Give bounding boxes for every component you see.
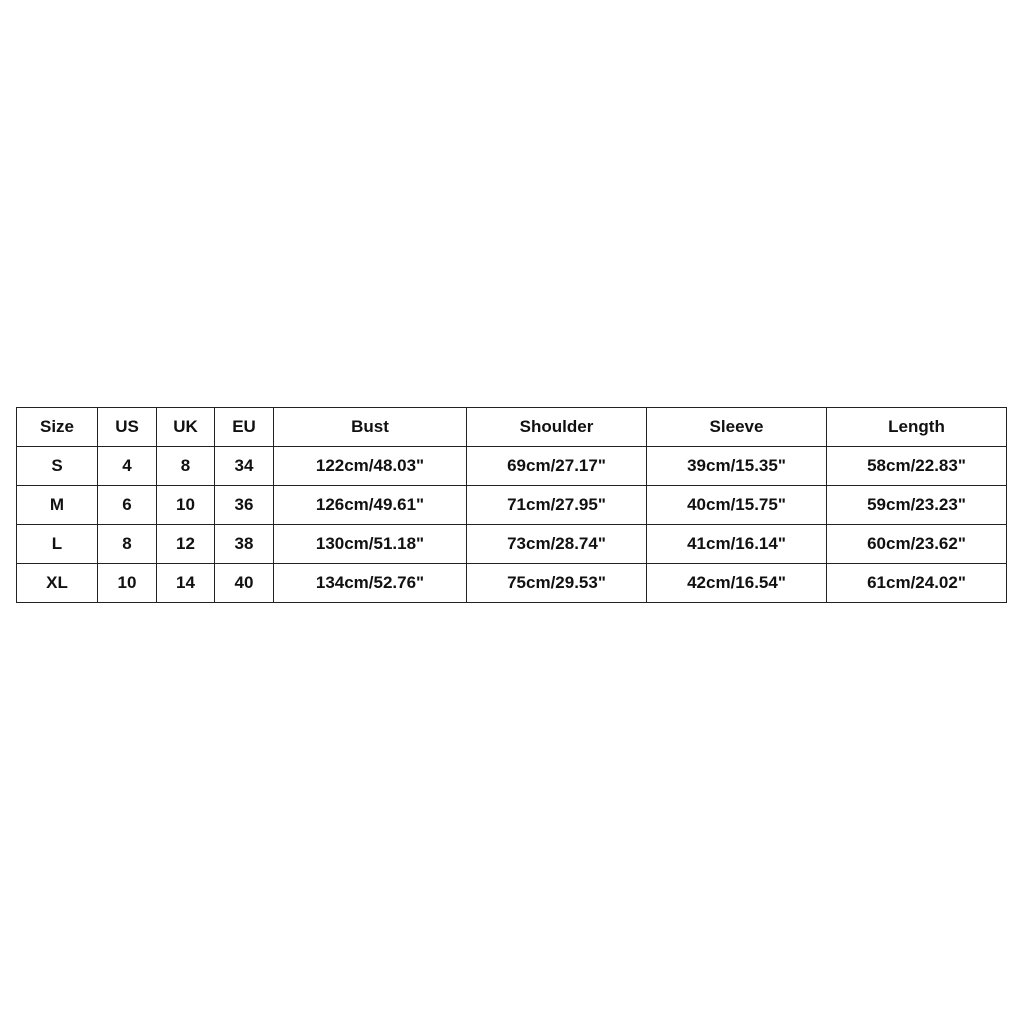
- cell-sleeve: 39cm/15.35": [647, 447, 827, 486]
- header-size: Size: [17, 408, 98, 447]
- cell-eu: 38: [215, 525, 274, 564]
- table-row: [17, 447, 1007, 486]
- cell-shoulder: 75cm/29.53": [467, 564, 647, 603]
- size-chart-table: [16, 407, 1007, 603]
- cell-bust: 122cm/48.03": [274, 447, 467, 486]
- cell-uk: 8: [157, 447, 215, 486]
- cell-us: 4: [98, 447, 157, 486]
- cell-length: 60cm/23.62": [827, 525, 1007, 564]
- cell-shoulder: 69cm/27.17": [467, 447, 647, 486]
- cell-bust: 134cm/52.76": [274, 564, 467, 603]
- header-bust: Bust: [274, 408, 467, 447]
- header-uk: UK: [157, 408, 215, 447]
- cell-uk: 10: [157, 486, 215, 525]
- cell-shoulder: 71cm/27.95": [467, 486, 647, 525]
- cell-size: XL: [17, 564, 98, 603]
- cell-size: L: [17, 525, 98, 564]
- cell-eu: 34: [215, 447, 274, 486]
- table-row: [17, 525, 1007, 564]
- cell-uk: 14: [157, 564, 215, 603]
- header-us: US: [98, 408, 157, 447]
- cell-bust: 130cm/51.18": [274, 525, 467, 564]
- cell-sleeve: 40cm/15.75": [647, 486, 827, 525]
- cell-size: M: [17, 486, 98, 525]
- header-row: [17, 408, 1007, 447]
- header-length: Length: [827, 408, 1007, 447]
- cell-sleeve: 42cm/16.54": [647, 564, 827, 603]
- cell-size: S: [17, 447, 98, 486]
- cell-eu: 36: [215, 486, 274, 525]
- cell-uk: 12: [157, 525, 215, 564]
- cell-length: 59cm/23.23": [827, 486, 1007, 525]
- table-row: [17, 564, 1007, 603]
- cell-shoulder: 73cm/28.74": [467, 525, 647, 564]
- cell-sleeve: 41cm/16.14": [647, 525, 827, 564]
- header-sleeve: Sleeve: [647, 408, 827, 447]
- cell-length: 61cm/24.02": [827, 564, 1007, 603]
- header-eu: EU: [215, 408, 274, 447]
- cell-bust: 126cm/49.61": [274, 486, 467, 525]
- cell-us: 10: [98, 564, 157, 603]
- cell-length: 58cm/22.83": [827, 447, 1007, 486]
- table-row: [17, 486, 1007, 525]
- cell-us: 8: [98, 525, 157, 564]
- cell-eu: 40: [215, 564, 274, 603]
- cell-us: 6: [98, 486, 157, 525]
- header-shoulder: Shoulder: [467, 408, 647, 447]
